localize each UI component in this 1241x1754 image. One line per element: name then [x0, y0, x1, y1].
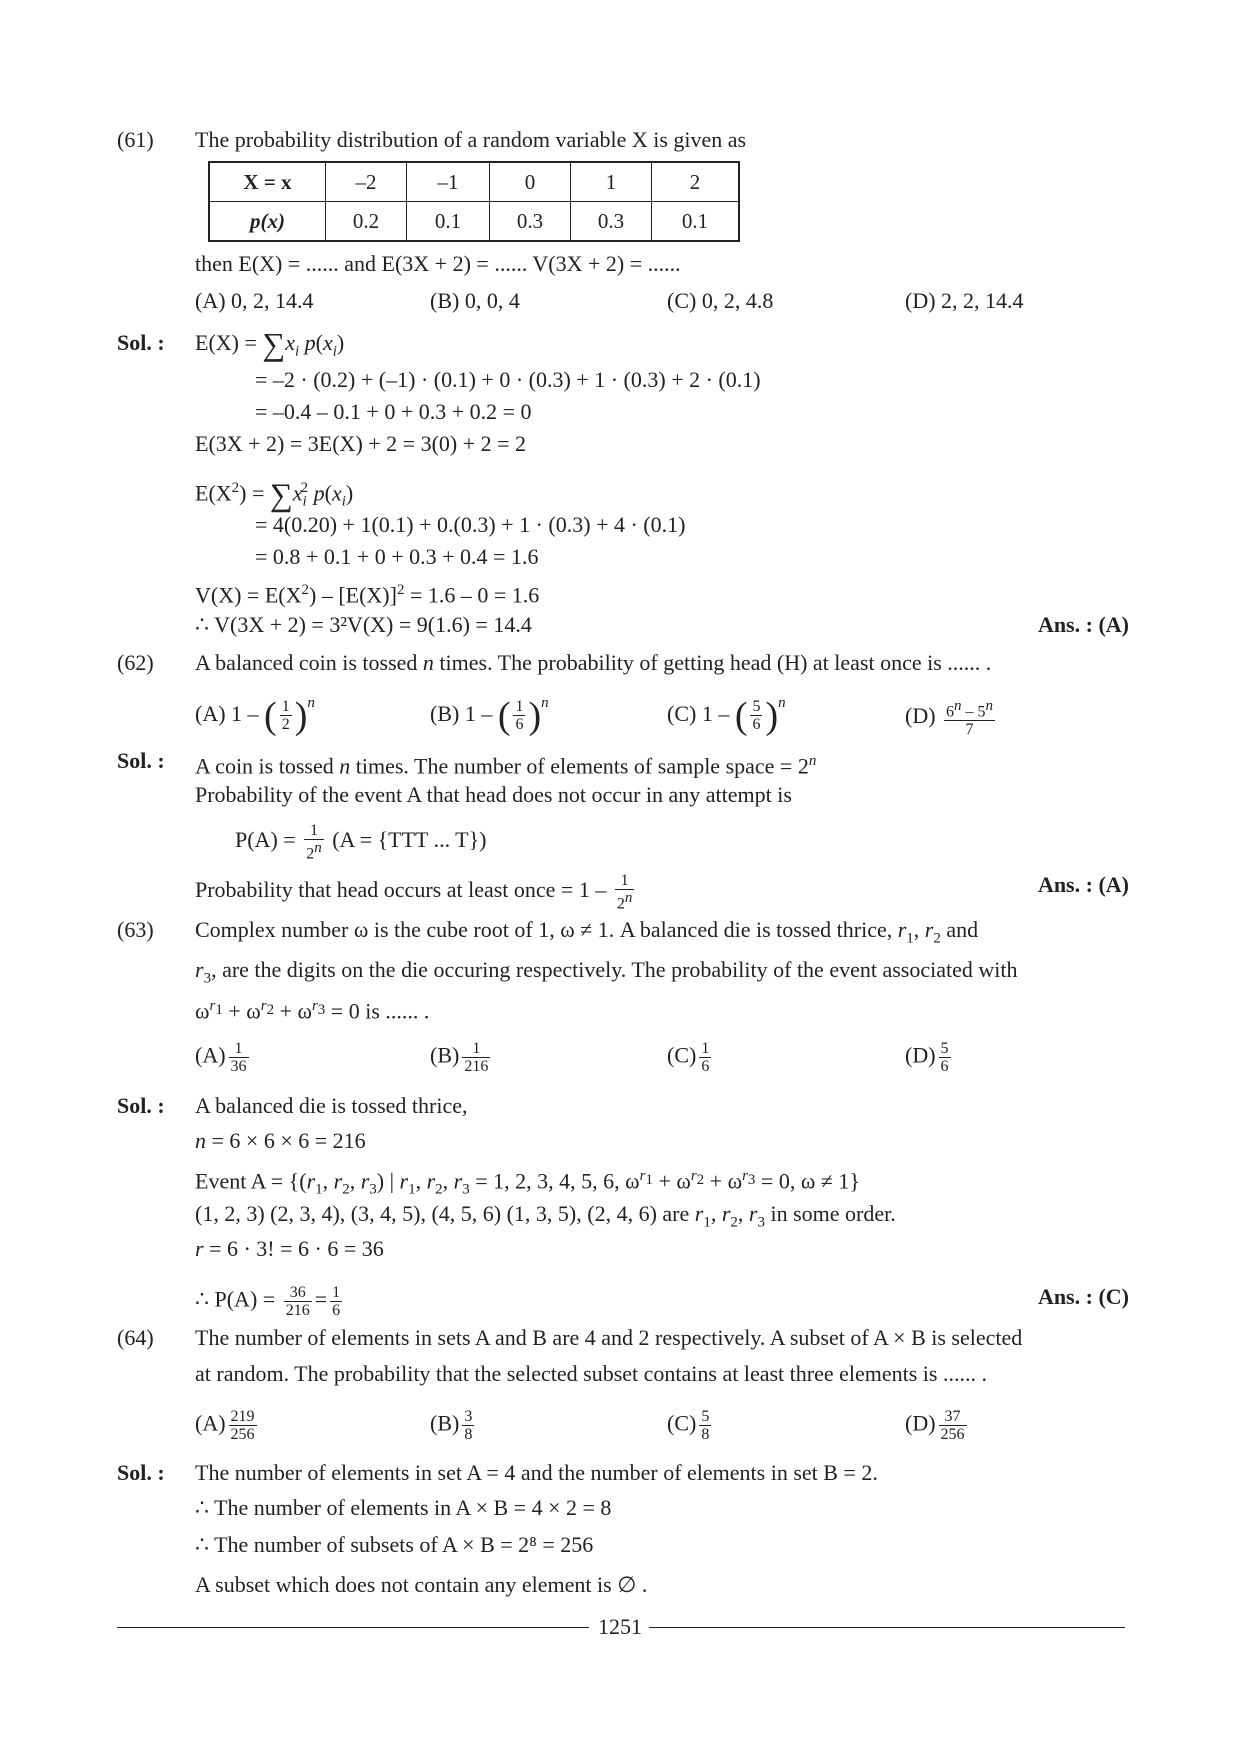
q61-sol-line6: = 4(0.20) + 1(0.1) + 0.(0.3) + 1 · (0.3) + 4 · (0.1)	[255, 512, 686, 537]
q63-sol-line2: n = 6 × 6 × 6 = 216	[195, 1128, 366, 1153]
q61-then: then E(X) = ...... and E(3X + 2) = ...... V(3X + 2) = ......	[195, 251, 681, 276]
probability-table	[208, 161, 740, 242]
q61-option-b: (B) 0, 0, 4	[430, 288, 520, 313]
q61-sol-line2: = –2 · (0.2) + (–1) · (0.1) + 0 · (0.3) + 1 · (0.3) + 2 · (0.1)	[255, 367, 761, 392]
table-cell: 0.3	[490, 202, 571, 242]
footer-rule-left	[117, 1627, 589, 1628]
q62-option-c: (C) 1 – ( $\frac{5}{6}$ )$^n$	[667, 694, 786, 737]
q61-sol-line8: $V(X) = E(X^2) - [E(X)]^2 = 1.6 - 0 = 1.6$	[195, 582, 540, 608]
q63-line3: $\omega^{r_1} + \omega^{r_2} + \omega^{r_3} = 0$ is ...... .	[195, 998, 430, 1024]
page-number: 1251	[598, 1614, 642, 1639]
q61-number: (61)	[117, 127, 154, 152]
q64-number: (64)	[117, 1325, 154, 1350]
q63-option-a: (A) $\frac{1}{36}$	[195, 1040, 247, 1075]
q62-answer: Ans. : (A)	[1037, 872, 1129, 897]
q62-option-a: (A) 1 – ( $\frac{1}{2}$ )$^n$	[195, 694, 315, 737]
q61-sol-label: Sol. :	[117, 330, 165, 355]
q63-option-b: (B) $\frac{1}{216}$	[430, 1040, 489, 1075]
q61-sol-line3: = –0.4 – 0.1 + 0 + 0.3 + 0.2 = 0	[255, 399, 532, 424]
table-cell: 1	[571, 162, 652, 202]
q64-option-a: (A) $\frac{219}{256}$	[195, 1408, 255, 1443]
q62-sol-line3: P(A) = $\frac{1}{2^n}$ (A = {TTT ... T})	[235, 822, 487, 863]
q64-sol-line1: The number of elements in set A = 4 and the number of elements in set B = 2.	[195, 1460, 878, 1485]
q63-option-c: (C) $\frac{1}{6}$	[667, 1040, 710, 1075]
q64-line2: at random. The probability that the selected subset contains at least three elements is ...... .	[195, 1361, 987, 1386]
footer-rule-right	[649, 1627, 1125, 1628]
q61-sol-line1: $E(X) = \sum x_i$ $p(x_i)$	[195, 326, 345, 362]
q63-line1: Complex number ω is the cube root of 1, ω ≠ 1. A balanced die is tossed thrice, $r_1$, $r_2$ and	[195, 917, 979, 947]
q63-number: (63)	[117, 917, 154, 942]
q63-line2: $r_3$, are the digits on the die occuring respectively. The probability of the event associated with	[195, 957, 1018, 987]
q62-stem: A balanced coin is tossed n times. The probability of getting head (H) at least once is ...... .	[195, 650, 992, 675]
q64-sol-label: Sol. :	[117, 1460, 165, 1485]
q64-sol-line4: A subset which does not contain any element is ∅ .	[195, 1572, 648, 1597]
q62-sol-line4: Probability that head occurs at least once = 1 – $\frac{1}{2^n}$	[195, 872, 633, 913]
q61-stem: The probability distribution of a random variable X is given as	[195, 127, 747, 152]
q64-option-b: (B) $\frac{3}{8}$	[430, 1408, 473, 1443]
q61-option-c: (C) 0, 2, 4.8	[667, 288, 774, 313]
q63-answer: Ans. : (C)	[1037, 1284, 1129, 1309]
q63-sol-line4: (1, 2, 3) (2, 3, 4), (3, 4, 5), (4, 5, 6) (1, 3, 5), (2, 4, 6) are $r_1$, $r_2$, $r_3$ in some order.	[195, 1201, 896, 1231]
q63-sol-line1: A balanced die is tossed thrice,	[195, 1093, 468, 1118]
q62-sol-line1: A coin is tossed n times. The number of elements of sample space = $2^n$	[195, 753, 817, 779]
q64-sol-line3: ∴ The number of subsets of A × B = 2⁸ = 256	[195, 1532, 594, 1557]
q62-option-d: (D) $\frac{6^n - 5^n}{7}$	[905, 698, 994, 739]
table-head-x: X = x	[243, 169, 292, 194]
q61-option-a: (A) 0, 2, 14.4	[195, 288, 314, 313]
q63-sol-line3: Event $A = \{(r_1$, $r_2$, $r_3$) | $r_1$, $r_2$, $r_3 = 1$, 2, 3, 4, 5, 6, $\omega^{r_1} + \omega^{r_2} + \omega^{r_3} = 0$, ω ≠ 1}	[195, 1168, 860, 1198]
q61-sol-line4: E(3X + 2) = 3E(X) + 2 = 3(0) + 2 = 2	[195, 431, 527, 456]
q63-sol-line6: ∴ P(A) = $\frac{36}{216}$ = $\frac{1}{6}$	[195, 1284, 341, 1319]
table-cell: 0.2	[326, 202, 407, 242]
table-cell: –1	[407, 162, 490, 202]
q64-option-c: (C) $\frac{5}{8}$	[667, 1408, 710, 1443]
table-cell: –2	[326, 162, 407, 202]
q62-number: (62)	[117, 650, 154, 675]
table-head-px: p(x)	[250, 208, 285, 233]
q62-sol-line2: Probability of the event A that head does not occur in any attempt is	[195, 782, 792, 807]
q62-sol-label: Sol. :	[117, 748, 165, 773]
q61-sol-line9: ∴ V(3X + 2) = 3²V(X) = 9(1.6) = 14.4	[195, 612, 532, 637]
q61-option-d: (D) 2, 2, 14.4	[905, 288, 1024, 313]
q61-sol-line5: $E(X^2) = \sum x_i^2$ $p(x_i)$	[195, 476, 354, 513]
q64-option-d: (D) $\frac{37}{256}$	[905, 1408, 965, 1443]
table-cell: 0.1	[407, 202, 490, 242]
q61-answer: Ans. : (A)	[1037, 612, 1129, 637]
table-cell: 0.3	[571, 202, 652, 242]
q62-option-b: (B) 1 – ( $\frac{1}{6}$ )$^n$	[430, 694, 549, 737]
table-cell: 0	[490, 162, 571, 202]
q63-option-d: (D) $\frac{5}{6}$	[905, 1040, 949, 1075]
q64-sol-line2: ∴ The number of elements in A × B = 4 × 2 = 8	[195, 1495, 612, 1520]
q63-sol-line5: r = 6 · 3! = 6 · 6 = 36	[195, 1236, 384, 1261]
table-cell: 0.1	[652, 202, 740, 242]
q63-sol-label: Sol. :	[117, 1093, 165, 1118]
table-cell: 2	[652, 162, 740, 202]
q64-line1: The number of elements in sets A and B are 4 and 2 respectively. A subset of A × B is selected	[195, 1325, 1023, 1350]
q61-sol-line7: = 0.8 + 0.1 + 0 + 0.3 + 0.4 = 1.6	[255, 544, 539, 569]
